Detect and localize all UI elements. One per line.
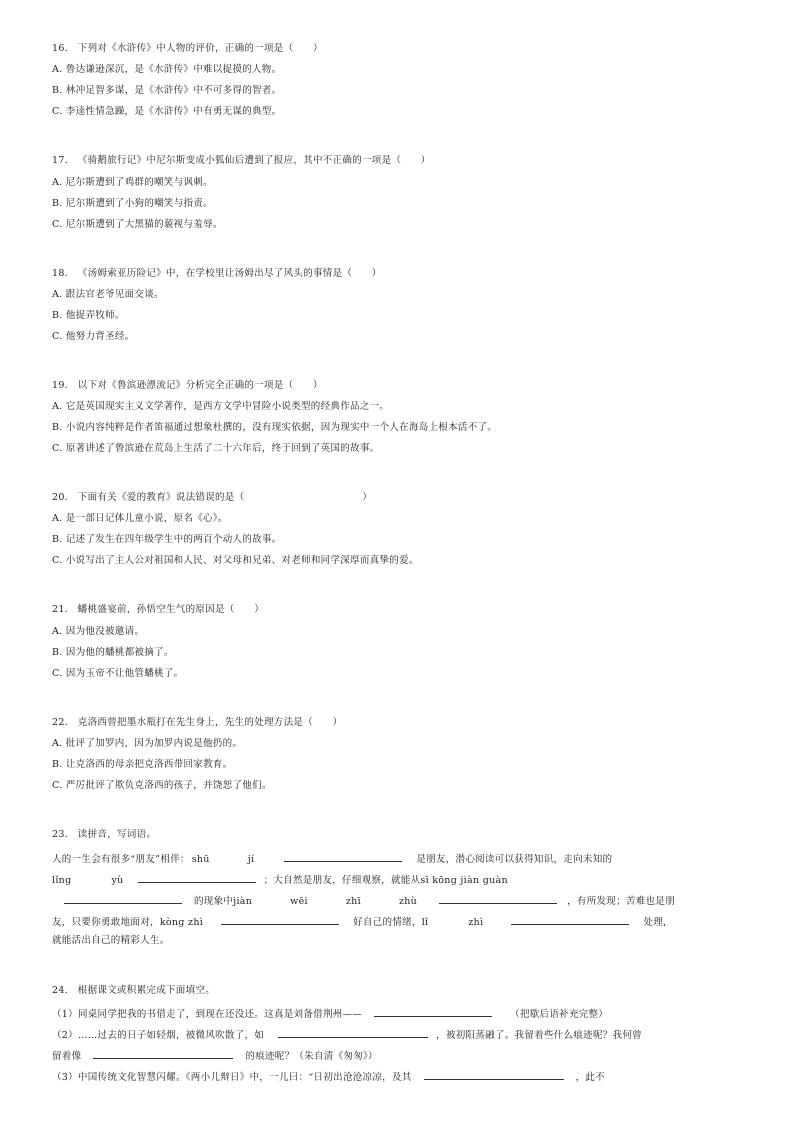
q16-option-b: B. 林冲足智多谋，是《水浒传》中不可多得的智者。	[52, 85, 282, 96]
q19-option-c: C. 原著讲述了鲁滨逊在荒岛上生活了二十六年后，终于回到了英国的故事。	[52, 443, 380, 454]
q21-stem: 21． 蟠桃盛宴前，孙悟空生气的原因是（ ）	[52, 604, 265, 615]
q23-text: 友，只要你勇敢地面对，	[52, 917, 160, 928]
q23-line-4	[52, 913, 673, 930]
answer-blank[interactable]	[424, 1068, 564, 1080]
q20-stem	[52, 491, 372, 505]
answer-blank[interactable]	[374, 1005, 492, 1017]
pinyin: wēi	[290, 896, 308, 907]
answer-blank[interactable]	[138, 871, 256, 883]
q17-option-a: A. 尼尔斯遭到了鸡群的嘲笑与讽刺。	[52, 177, 213, 188]
pinyin: jí	[247, 854, 255, 865]
q22-option-c: C. 严厉批评了欺负克洛西的孩子，并饶恕了他们。	[52, 780, 272, 791]
pinyin: lǐng	[52, 875, 72, 886]
q24-text: 留着像	[52, 1051, 82, 1062]
answer-blank[interactable]	[64, 892, 182, 904]
q18-option-c: C. 他努力背圣经。	[52, 331, 135, 342]
pinyin: jiàn	[233, 896, 253, 907]
q24-text: ，此不	[575, 1072, 605, 1083]
q23-line-3	[52, 892, 675, 909]
q24-stem: 24． 根据课文或积累完成下面填空。	[52, 985, 216, 996]
pinyin: shū	[191, 854, 210, 865]
q18-stem: 18． 《汤姆索亚历险记》中，在学校里让汤姆出尽了风头的事情是（ ）	[52, 268, 382, 279]
q20-option-c: C. 小说写出了主人公对祖国和人民、对父母和兄弟、对老师和同学深厚而真挚的爱。	[52, 555, 419, 566]
q17-option-b: B. 尼尔斯遭到了小狗的嘲笑与指责。	[52, 198, 213, 209]
q24-text: （把歇后语补充完整）	[510, 1009, 609, 1020]
pinyin: yù	[111, 875, 124, 886]
q23-text: 好自己的情绪，	[353, 917, 422, 928]
q23-line-1	[52, 850, 612, 867]
q23-stem: 23． 读拼音，写词语。	[52, 829, 157, 840]
q24-text: （3）中国传统文化智慧闪耀。《两小儿辩日》中，一儿曰：“日初出沧沧凉凉，及其	[52, 1072, 412, 1083]
q19-option-b: B. 小说内容纯粹是作者笛福通过想象杜撰的，没有现实依据，因为现实中一个人在海岛上根本活不了。	[52, 422, 498, 433]
answer-blank[interactable]	[221, 913, 339, 925]
q21-option-c: C. 因为玉帝不让他管蟠桃了。	[52, 668, 184, 679]
q23-text: 的现象中	[194, 896, 234, 907]
pinyin: lǐ	[421, 917, 429, 928]
answer-blank[interactable]	[93, 1047, 233, 1059]
q24-text: ，被初阳蒸融了。我留着些什么痕迹呢？我何曾	[436, 1030, 642, 1041]
q22-stem: 22． 克洛西曾把墨水瓶打在先生身上，先生的处理方法是（ ）	[52, 717, 343, 728]
q23-line-5: 就能活出自己的精彩人生。	[52, 935, 170, 946]
q24-line-4	[52, 1068, 605, 1085]
q23-text: ，有所发现；苦难也是朋	[567, 896, 675, 907]
q16-stem: 16． 下列对《水浒传》中人物的评价，正确的一项是（ ）	[52, 43, 323, 54]
q20-stem-text: 20． 下面有关《爱的教育》说法错误的是（	[52, 492, 245, 503]
answer-blank[interactable]	[511, 913, 629, 925]
q16-option-a: A. 鲁达谦逊深沉，是《水浒传》中难以捉摸的人物。	[52, 64, 282, 75]
q22-option-a: A. 批评了加罗内，因为加罗内说是他扔的。	[52, 738, 243, 749]
q23-text: ；大自然是朋友，仔细观察，就能从	[263, 875, 421, 886]
q23-text: 处理，	[643, 917, 673, 928]
q18-option-a: A. 跟法官老爷见面交谈。	[52, 289, 164, 300]
q23-text: 人的一生会有很多“朋友”相伴：	[52, 854, 190, 865]
q23-line-2	[52, 871, 508, 888]
pinyin: zhì	[468, 917, 484, 928]
q23-text: 是朋友，潜心阅读可以获得知识，走向未知的	[416, 854, 613, 865]
q20-stem-end: ）	[362, 492, 373, 503]
q22-option-b: B. 让克洛西的母亲把克洛西带回家教育。	[52, 759, 233, 770]
q24-line-3	[52, 1047, 378, 1064]
answer-blank[interactable]	[284, 850, 402, 862]
answer-blank[interactable]	[439, 892, 557, 904]
pinyin: sī kōng jiàn guàn	[420, 875, 508, 886]
q24-line-1	[52, 1005, 608, 1022]
q18-option-b: B. 他捉弄牧师。	[52, 310, 125, 321]
pinyin: zhù	[398, 896, 418, 907]
pinyin: zhī	[345, 896, 361, 907]
q20-option-b: B. 记述了发生在四年级学生中的两百个动人的故事。	[52, 534, 282, 545]
q19-stem: 19． 以下对《鲁滨逊漂流记》分析完全正确的一项是（ ）	[52, 380, 323, 391]
q24-text: 的痕迹呢？（朱自清《匆匆》）	[245, 1051, 378, 1062]
answer-blank[interactable]	[278, 1026, 428, 1038]
q17-stem: 17． 《骑鹅旅行记》中尼尔斯变成小狐仙后遭到了报应，其中不正确的一项是（ ）	[52, 155, 431, 166]
q19-option-a: A. 它是英国现实主义文学著作，是西方文学中冒险小说类型的经典作品之一。	[52, 401, 390, 412]
q21-option-a: A. 因为他没被邀请。	[52, 626, 145, 637]
q24-text: （2）……过去的日子如轻烟，被微风吹散了，如	[52, 1030, 265, 1041]
q17-option-c: C. 尼尔斯遭到了大黑猫的藐视与羞辱。	[52, 219, 223, 230]
q20-option-a: A. 是一部日记体儿童小说，原名《心》。	[52, 513, 228, 524]
pinyin: kòng zhì	[159, 917, 204, 928]
q24-line-2	[52, 1026, 642, 1043]
q24-text: （1）同桌同学把我的书借走了，到现在还没还。这真是刘备借荆州——	[52, 1009, 363, 1020]
q16-option-c: C. 李逵性情急躁，是《水浒传》中有勇无谋的典型。	[52, 106, 282, 117]
q21-option-b: B. 因为他的蟠桃都被摘了。	[52, 647, 174, 658]
